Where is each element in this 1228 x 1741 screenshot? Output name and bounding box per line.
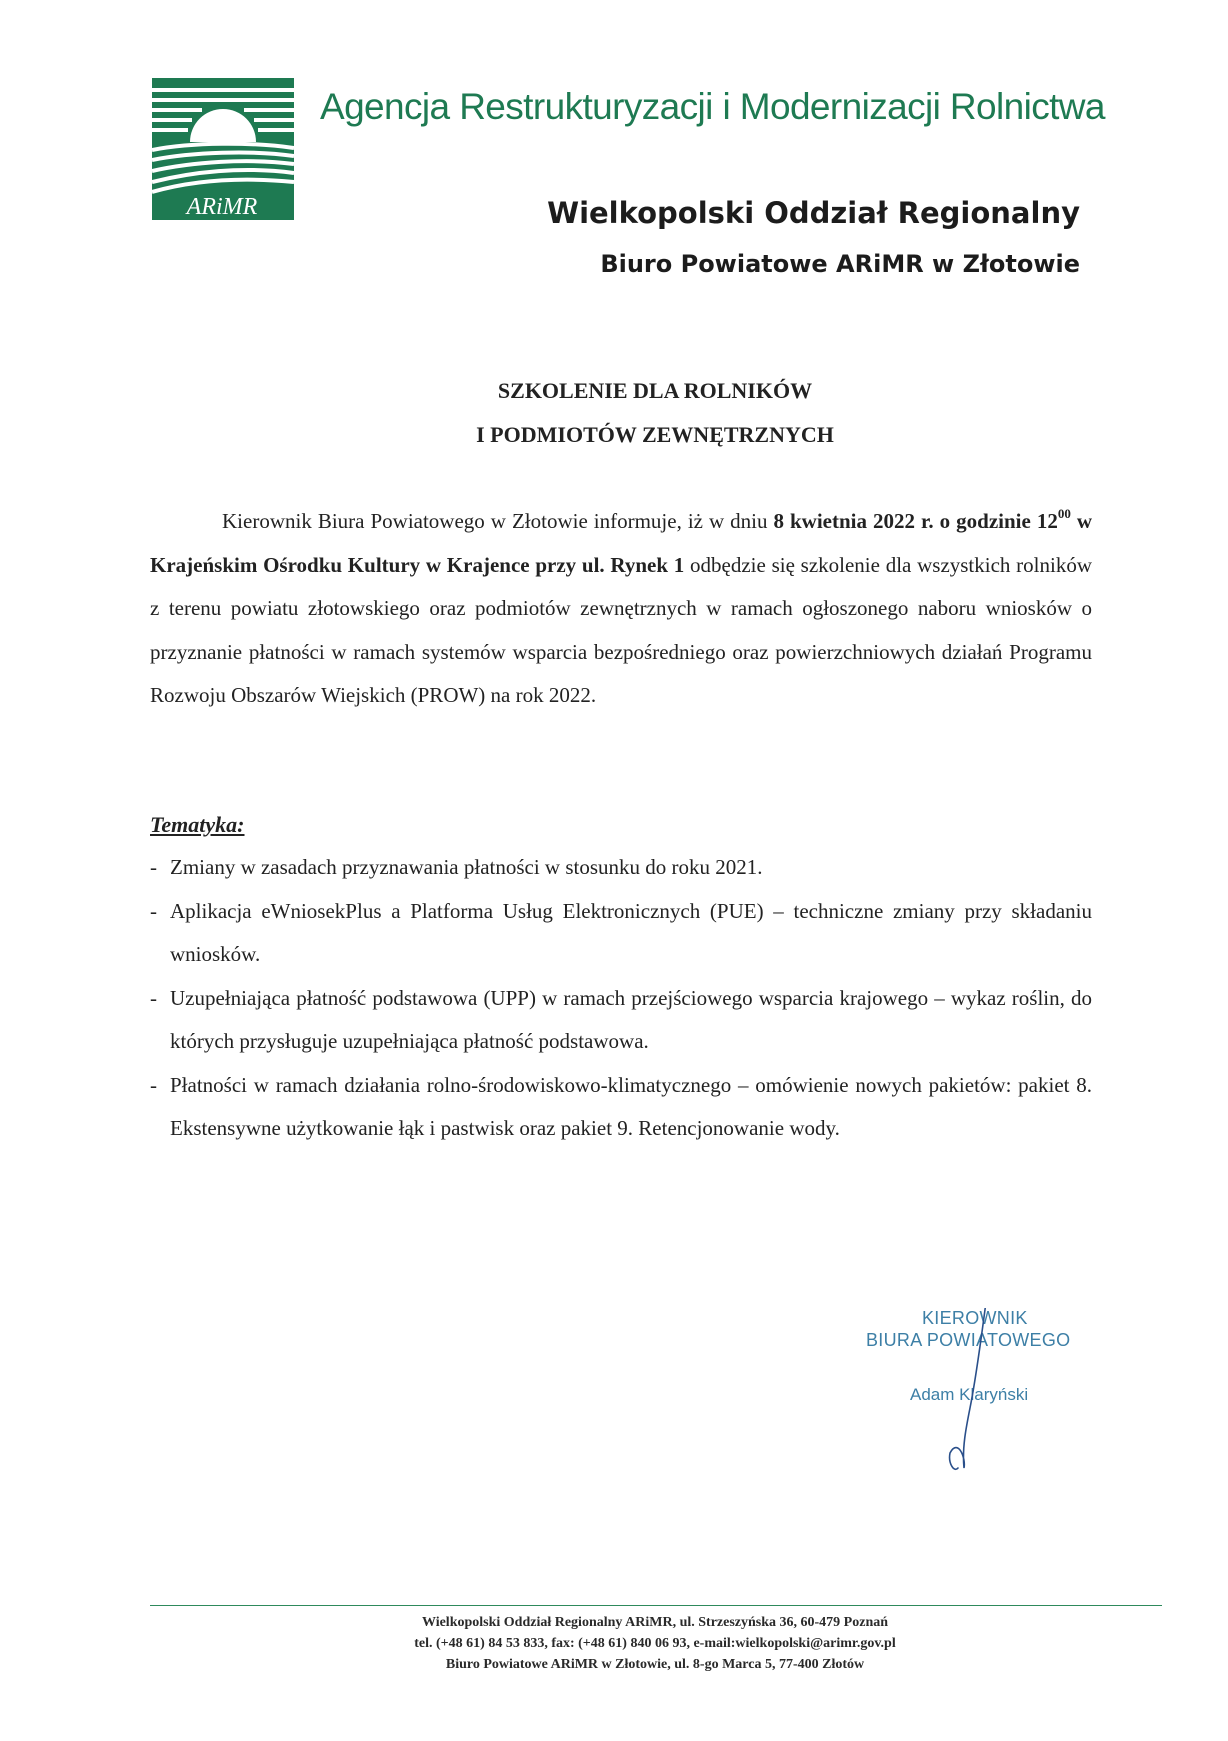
document-title-line2: I PODMIOTÓW ZEWNĘTRZNYCH [476, 422, 834, 447]
footer-address-line1: Wielkopolski Oddział Regionalny ARiMR, ul. Strzeszyńska 36, 60-479 Poznań [421, 1615, 889, 1630]
signature-stamp [862, 1308, 1102, 1478]
list-item: - Płatności w ramach działania rolno-środowiskowo-klimatycznego – omówienie nowych pakietów: pakiet 8. Ekstensywne użytkowanie łąk i pastwisk oraz pakiet 9. Retencjonowanie wody. [150, 1072, 1092, 1140]
regional-office-name: Wielkopolski Oddział Regionalny [547, 196, 1080, 230]
stamp-title-line2: BIURA POWIATOWEGO [866, 1330, 1071, 1350]
stamp-title-line1: KIEROWNIK [922, 1308, 1028, 1328]
topics-list [150, 846, 1092, 1151]
logo-text: ARiMR [186, 194, 258, 220]
footer-divider [150, 1605, 1162, 1606]
announcement-paragraph [150, 500, 1092, 718]
topics-heading: Tematyka: [150, 812, 245, 837]
event-date: 8 kwietnia 2022 r. o godzinie $12^{00}$ [773, 506, 1071, 533]
intro-text: Kierownik Biura Powiatowego w Złotowie informuje, iż w dniu [222, 509, 768, 533]
time-superscript: 00 [1057, 506, 1071, 521]
list-item: - Zmiany w zasadach przyznawania płatności w stosunku do roku 2021. [150, 855, 763, 879]
agency-name: Agencja Restrukturyzacji i Modernizacji Rolnictwa [320, 86, 1105, 127]
footer-contact-line: tel. (+48 61) 84 53 833, fax: (+48 61) 840 06 93, e-mail:wielkopolski@arimr.gov.pl [414, 1636, 896, 1651]
county-office-name: Biuro Powiatowe ARiMR w Złotowie [600, 250, 1080, 278]
list-item: - Aplikacja eWniosekPlus a Platforma Usług Elektronicznych (PUE) – techniczne zmiany przy składaniu wniosków. [150, 898, 1092, 966]
list-item: - Uzupełniająca płatność podstawowa (UPP) w ramach przejściowego wsparcia krajowego – wykaz roślin, do których przysługuje uzupełniająca płatność podstawowa. [150, 985, 1092, 1053]
arimr-logo [152, 78, 294, 220]
footer-address-line2: Biuro Powiatowe ARiMR w Złotowie, ul. 8-go Marca 5, 77-400 Złotów [445, 1657, 865, 1672]
document-title-line1: SZKOLENIE DLA ROLNIKÓW [497, 378, 813, 403]
stamp-name: Adam Klaryński [910, 1385, 1029, 1404]
handwritten-signature [862, 1308, 1102, 1478]
event-description: odbędzie się szkolenie dla wszystkich rolników z terenu powiatu złotowskiego oraz podmiotów zewnętrznych w ramach ogłoszonego naboru wniosków o przyznanie płatności w ramach systemów wsparcia bezpośredniego oraz powierzchniowych działań Programu Rozwoju Obszarów Wiejskich (PROW) na rok 2022. [150, 552, 1092, 707]
event-place: w Krajeńskim Ośrodku Kultury w Krajence przy ul. Rynek 1 [150, 509, 1092, 577]
